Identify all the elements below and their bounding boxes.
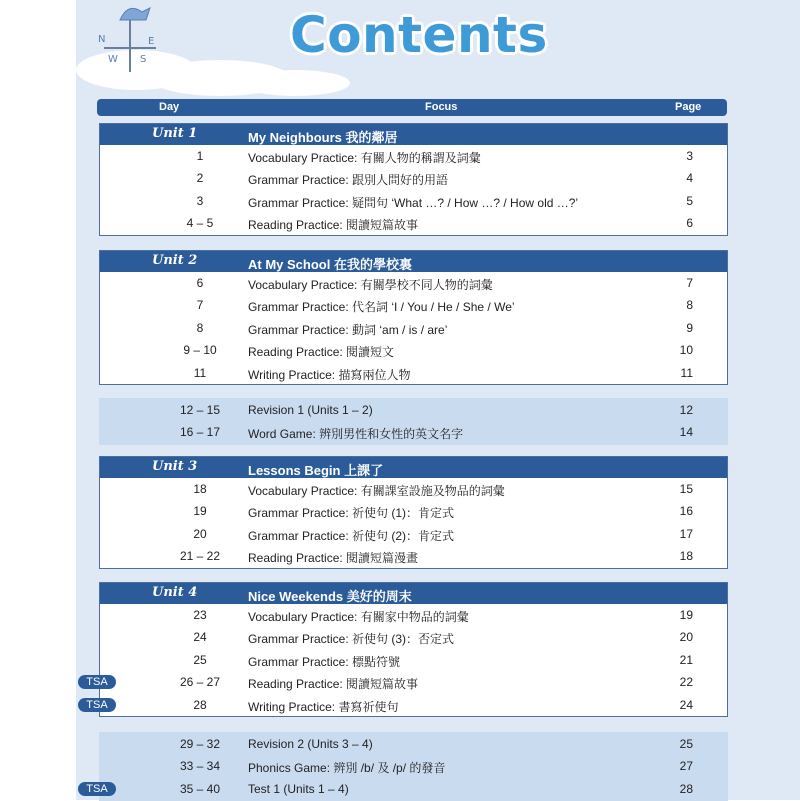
- row-page: 9: [686, 320, 693, 335]
- tsa-badge: TSA: [78, 698, 116, 712]
- row-page: 21: [679, 652, 693, 667]
- contents-row[interactable]: [100, 294, 727, 316]
- row-day: 20: [193, 526, 207, 541]
- row-day: 25: [193, 652, 207, 667]
- row-focus: Grammar Practice: 動詞 ‘am / is / are’: [248, 322, 448, 337]
- row-page: 20: [679, 630, 693, 645]
- row-focus: Reading Practice: 閱讀短篇故事: [248, 218, 419, 233]
- row-day: 24: [193, 630, 207, 645]
- unit-header: [100, 583, 727, 604]
- header-day: Day: [159, 101, 180, 113]
- row-day: 26 – 27: [179, 675, 221, 690]
- row-page: 22: [679, 675, 693, 690]
- contents-row[interactable]: [100, 317, 727, 339]
- header-focus: Focus: [425, 101, 458, 113]
- contents-row[interactable]: [100, 478, 727, 500]
- row-page: 7: [686, 276, 693, 290]
- row-day: 7: [196, 298, 204, 313]
- row-day: 33 – 34: [179, 759, 221, 774]
- row-day: 28: [193, 697, 207, 712]
- weathervane-icon: [90, 2, 170, 77]
- row-day: 11: [193, 365, 207, 380]
- row-page: 16: [679, 504, 693, 519]
- tsa-badge: TSA: [78, 675, 116, 689]
- row-day: 21 – 22: [179, 549, 221, 564]
- row-focus: Revision 2 (Units 3 – 4): [248, 737, 373, 751]
- row-day: 1: [196, 149, 204, 163]
- header-page: Page: [675, 101, 702, 113]
- contents-row[interactable]: [86, 671, 727, 693]
- row-focus: Grammar Practice: 標點符號: [248, 654, 401, 669]
- row-page: 28: [679, 781, 693, 796]
- svg-text:W: W: [108, 54, 118, 65]
- row-page: 18: [679, 549, 693, 564]
- row-day: 9 – 10: [183, 343, 217, 358]
- unit-block: [99, 123, 728, 236]
- unit-title: Lessons Begin 上課了: [248, 463, 384, 478]
- contents-row[interactable]: [100, 733, 727, 755]
- row-focus: Revision 1 (Units 1 – 2): [248, 403, 373, 417]
- row-day: 12 – 15: [179, 403, 221, 417]
- row-focus: Vocabulary Practice: 有關學校不同人物的詞彙: [248, 278, 493, 292]
- row-focus: Vocabulary Practice: 有關家中物品的詞彙: [248, 610, 469, 624]
- svg-text:S: S: [140, 54, 147, 65]
- contents-row[interactable]: [100, 604, 727, 626]
- unit-block: [86, 582, 728, 717]
- contents-row[interactable]: [100, 145, 727, 167]
- row-day: 29 – 32: [179, 737, 221, 751]
- unit-header: [100, 124, 727, 145]
- row-day: 4 – 5: [186, 216, 214, 231]
- row-day: 6: [196, 276, 204, 290]
- row-focus: Reading Practice: 閱讀短篇故事: [248, 677, 419, 692]
- row-focus: Grammar Practice: 祈使句 (2)：肯定式: [248, 528, 455, 543]
- row-page: 25: [679, 737, 693, 751]
- svg-text:E: E: [148, 36, 155, 47]
- unit-label: Unit 1: [152, 126, 198, 141]
- column-header-bar: [97, 99, 727, 116]
- row-page: 6: [686, 216, 693, 231]
- row-day: 19: [193, 504, 207, 519]
- row-focus: Phonics Game: 辨別 /b/ 及 /p/ 的發音: [248, 761, 446, 776]
- unit-label: Unit 4: [152, 585, 198, 600]
- row-page: 8: [686, 298, 693, 313]
- row-day: 8: [196, 320, 204, 335]
- row-focus: Vocabulary Practice: 有關人物的稱謂及詞彙: [248, 151, 481, 165]
- row-focus: Word Game: 辨別男性和女性的英文名字: [248, 427, 464, 442]
- cloud: [240, 70, 350, 96]
- unit-block: [99, 250, 728, 385]
- unit-title: At My School 在我的學校裏: [248, 257, 412, 272]
- contents-row[interactable]: [100, 339, 727, 361]
- row-page: 19: [679, 608, 693, 622]
- row-focus: Writing Practice: 描寫兩位人物: [248, 367, 411, 382]
- contents-row[interactable]: [100, 362, 727, 384]
- contents-row[interactable]: [100, 626, 727, 648]
- row-focus: Grammar Practice: 祈使句 (3)：否定式: [248, 632, 455, 647]
- page-title: Contents: [290, 6, 548, 64]
- row-focus: Reading Practice: 閱讀短篇漫畫: [248, 551, 419, 566]
- unit-title: Nice Weekends 美好的周末: [248, 589, 412, 604]
- row-focus: Reading Practice: 閱讀短文: [248, 345, 395, 360]
- contents-row[interactable]: [100, 272, 727, 294]
- contents-row[interactable]: [100, 755, 727, 777]
- row-page: 5: [686, 193, 693, 208]
- row-page: 17: [679, 526, 693, 541]
- contents-row[interactable]: [100, 167, 727, 189]
- contents-row[interactable]: [100, 545, 727, 567]
- row-day: 35 – 40: [179, 781, 221, 796]
- revision-block: [86, 732, 728, 801]
- unit-label: Unit 2: [152, 253, 198, 268]
- unit-label: Unit 3: [152, 459, 198, 474]
- unit-header: [100, 251, 727, 272]
- contents-row[interactable]: [100, 649, 727, 671]
- contents-row[interactable]: [100, 523, 727, 545]
- contents-row[interactable]: [100, 399, 727, 421]
- row-focus: Grammar Practice: 祈使句 (1)：肯定式: [248, 506, 455, 521]
- unit-header: [100, 457, 727, 478]
- revision-block: [99, 398, 728, 445]
- row-page: 3: [686, 149, 693, 163]
- row-focus: Writing Practice: 書寫祈使句: [248, 699, 399, 714]
- row-page: 12: [679, 403, 693, 417]
- row-page: 27: [679, 759, 693, 774]
- row-day: 23: [193, 608, 207, 622]
- row-day: 3: [196, 193, 204, 208]
- row-day: 18: [193, 482, 207, 496]
- contents-row[interactable]: [100, 421, 727, 443]
- unit-title: My Neighbours 我的鄰居: [248, 130, 398, 145]
- row-focus: Vocabulary Practice: 有關課室設施及物品的詞彙: [248, 484, 505, 498]
- contents-row[interactable]: [100, 500, 727, 522]
- row-day: 2: [196, 171, 204, 186]
- row-day: 16 – 17: [179, 425, 221, 440]
- row-page: 10: [679, 343, 693, 358]
- contents-row[interactable]: [100, 212, 727, 234]
- row-page: 11: [680, 365, 693, 380]
- row-page: 24: [679, 697, 693, 712]
- tsa-badge: TSA: [78, 782, 116, 796]
- row-focus: Grammar Practice: 代名詞 ‘I / You / He / She / We’: [248, 300, 515, 315]
- contents-row[interactable]: [86, 694, 727, 716]
- contents-row[interactable]: [100, 190, 727, 212]
- row-focus: Test 1 (Units 1 – 4): [248, 781, 349, 796]
- row-page: 14: [679, 425, 693, 440]
- row-focus: Grammar Practice: 疑問句 ‘What …? / How …? / How old …?’: [248, 195, 579, 210]
- contents-row[interactable]: [86, 778, 727, 800]
- row-focus: Grammar Practice: 跟別人問好的用語: [248, 173, 449, 188]
- svg-text:N: N: [98, 34, 106, 45]
- unit-block: [99, 456, 728, 569]
- row-page: 15: [679, 482, 693, 496]
- row-page: 4: [686, 171, 693, 186]
